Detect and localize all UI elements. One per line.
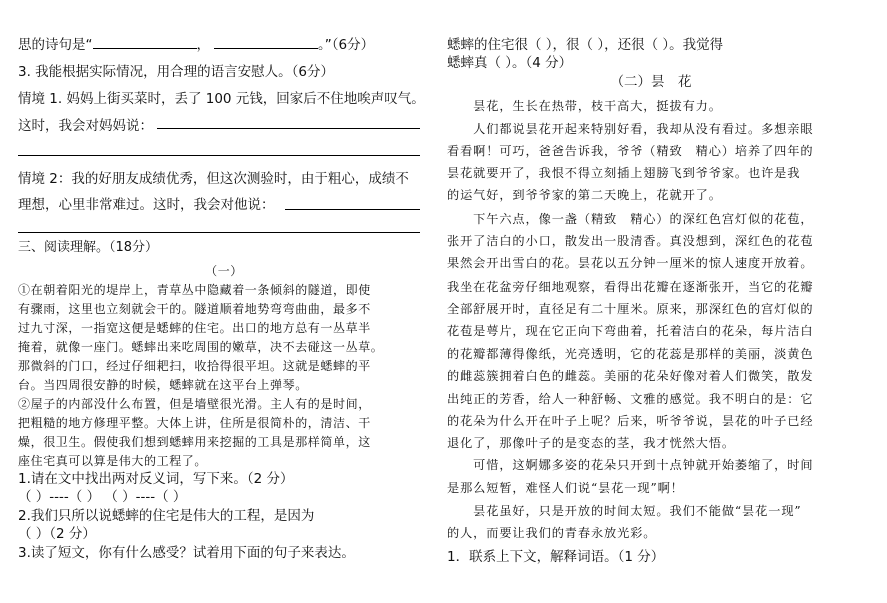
- passage-1-line: ①在朝着阳光的堤岸上，青草丛中隐藏着一条倾斜的隧道，即使: [18, 283, 371, 297]
- antonym-blanks[interactable]: （ ）----（ ） （ ）----（ ）: [18, 489, 187, 505]
- passage-2-line: 全部舒展开时，直径足有二十厘米。原来，那深红色的宫灯似的: [447, 302, 814, 316]
- part-2-title: （二）昙 花: [610, 74, 692, 90]
- passage-2-line: 昙花就要开了，我恨不得立刻插上翅膀飞到爷爷家。也许是我: [447, 166, 801, 180]
- answer-line-4[interactable]: [18, 232, 420, 233]
- passage-1-line: 有骤雨，这里也立刻就会干的。隧道顺着地势弯弯曲曲，最多不: [18, 302, 371, 316]
- question-3-comfort: 3. 我能根据实际情况，用合理的语言安慰人。（6分）: [18, 64, 335, 80]
- situation-2-line-2: 理想，心里非常难过。这时，我会对他说：: [18, 197, 275, 213]
- passage-2-line: 的花朵为什么开在叶子上呢？后来，听爷爷说，昙花的叶子已经: [447, 414, 814, 428]
- poem-mid: ，: [196, 37, 210, 53]
- passage-1-line: 把粗糙的地方修理平整。大体上讲，住所是很简朴的，清洁、干: [18, 416, 371, 430]
- reading-question-2: 2.我们只所以说蟋蟀的住宅是伟大的工程，是因为: [18, 508, 315, 524]
- passage-2-line: 出纯正的芳香，给人一种舒畅、文雅的感觉。我不明白的是：它: [447, 392, 814, 406]
- situation-1-line-1: 情境 1. 妈妈上街买菜时，丢了 100 元钱，回家后不住地唉声叹气。: [18, 91, 425, 107]
- passage-1-line: 燥，很卫生。假使我们想到蟋蟀用来挖掘的工具是那样简单，这: [18, 435, 371, 449]
- passage-2-line: 的运气好，到爷爷家的第二天晚上，花就开了。: [447, 188, 722, 202]
- passage-2-line: 的人，而要让我们的青春永放光彩。: [447, 526, 657, 540]
- answer-line-2[interactable]: [18, 155, 420, 156]
- passage-1-line: 座住宅真可以算是伟大的工程了。: [18, 454, 208, 468]
- passage-2-line: 看看啊！可巧，爸爸告诉我，爷爷（精致 精心）培养了四年的: [447, 144, 814, 158]
- answer-line-3[interactable]: [285, 209, 420, 210]
- passage-2-line: 我坐在花盆旁仔细地观察，看得出花瓣在逐渐张开，当它的花瓣: [447, 280, 814, 294]
- poem-question-line: [18, 36, 374, 54]
- passage-2-line: 退化了，那像叶子的是变态的茎，我才恍然大悟。: [447, 436, 735, 450]
- passage-2-line: 昙花虽好，只是开放的时间太短。我们不能做“昙花一现”: [447, 504, 802, 518]
- reason-blank[interactable]: （ ）（2 分）: [18, 526, 96, 542]
- cricket-feeling-line-2[interactable]: 蟋蟀真（ ）。（4 分）: [447, 55, 573, 71]
- part-1-title: （一）: [205, 264, 243, 278]
- passage-2-line: 可惜，这婀娜多姿的花朵只开到十点钟就开始萎缩了，时间: [447, 458, 814, 472]
- reading-question-3: 3.读了短文，你有什么感受？试着用下面的句子来表达。: [18, 545, 355, 561]
- reading-question-1: 1.请在文中找出两对反义词，写下来。（2 分）: [18, 471, 294, 487]
- passage-2-line: 花苞是萼片，现在它正向下弯曲着，托着洁白的花朵，每片洁白: [447, 324, 814, 338]
- passage-1-line: 掩着，就像一座门。蟋蟀出来吃周围的嫩草，决不去碰这一丛草。: [18, 340, 384, 354]
- situation-2-line-1: 情境 2：我的好朋友成绩优秀，但这次测验时，由于粗心，成绩不: [18, 171, 409, 187]
- poem-suffix: 。”（6分）: [318, 37, 375, 53]
- flower-question-1: 1．联系上下文，解释词语。（1 分）: [447, 549, 665, 565]
- passage-2-line: 果然会开出雪白的花。昙花以五分钟一厘米的惊人速度开放着。: [447, 256, 814, 270]
- passage-2-line: 昙花，生长在热带，枝干高大，挺拔有力。: [447, 99, 722, 113]
- passage-1-line: ②屋子的内部没什么布置，但是墙壁很光滑。主人有的是时间，: [18, 397, 371, 411]
- passage-1-line: 那微斜的门口，经过仔细耙扫，收拾得很平坦。这就是蟋蟀的平: [18, 359, 371, 373]
- situation-1-line-2: [18, 117, 153, 135]
- answer-line-1[interactable]: [157, 128, 420, 129]
- passage-2-line: 是那么短暂，难怪人们说“昙花一现”啊！: [447, 481, 684, 495]
- section-3-title: 三、阅读理解。（18分）: [18, 240, 159, 255]
- passage-2-line: 的雌蕊簇拥着白色的雌蕊。美丽的花朵好像对着人们微笑，散发: [447, 369, 814, 383]
- poem-blank-2[interactable]: [214, 36, 318, 49]
- cricket-feeling-line-1[interactable]: 蟋蟀的住宅很（ ），很（ ），还很（ ）。我觉得: [447, 37, 724, 53]
- passage-2-line: 的花瓣都薄得像纸，光亮透明，它的花蕊是那样的美丽，淡黄色: [447, 347, 814, 361]
- passage-1-line: 过九寸深，一指宽这便是蟋蟀的住宅。出口的地方总有一丛草半: [18, 321, 371, 335]
- situation-1-prompt: 这时，我会对妈妈说：: [18, 118, 153, 134]
- passage-2-line: 下午六点，像一盏（精致 精心）的深红色宫灯似的花苞，: [447, 212, 814, 226]
- poem-prefix: 思的诗句是“: [18, 37, 93, 53]
- poem-blank-1[interactable]: [93, 36, 197, 49]
- passage-2-line: 人们都说昙花开起来特别好看，我却从没有看过。多想亲眼: [447, 122, 814, 136]
- passage-1-line: 台。当四周很安静的时候，蟋蟀就在这平台上弹琴。: [18, 378, 308, 392]
- passage-2-line: 张开了洁白的小口，散发出一股清香。真没想到，深红色的花苞: [447, 234, 814, 248]
